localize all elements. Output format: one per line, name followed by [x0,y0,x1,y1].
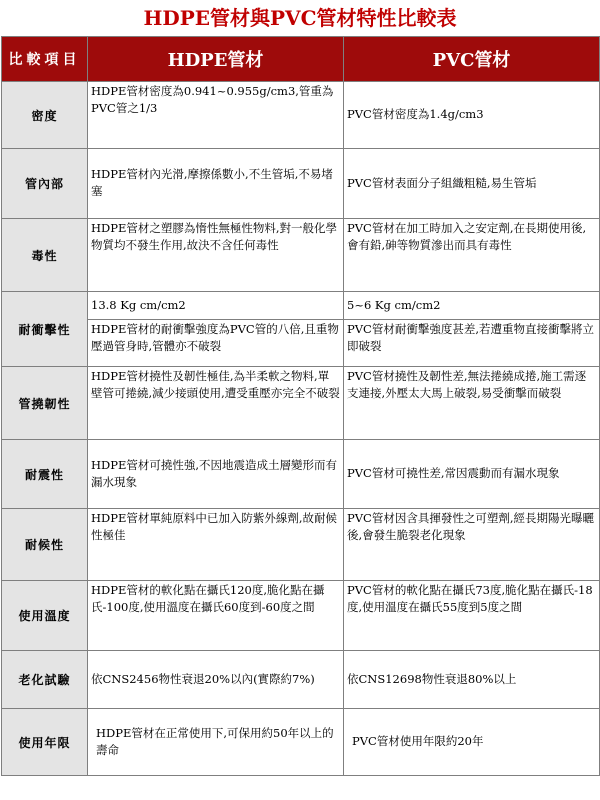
cell-pvc-inner: PVC管材表面分子組織粗糙,易生管垢 [344,149,600,219]
table-row [2,440,600,509]
cell-hdpe-temperature: HDPE管材的軟化點在攝氏120度,脆化點在攝氏-100度,使用溫度在攝氏60度到-60度之間 [88,581,344,651]
cell-pvc-flexibility: PVC管材撓性及韌性差,無法捲繞成捲,施工需逐支連接,外壓太大馬上破裂,易受衝擊而破裂 [344,367,600,440]
cell-pvc-toxicity: PVC管材在加工時加入之安定劑,在長期使用後,會有鉛,砷等物質滲出而具有毒性 [344,219,600,292]
cell-pvc-density: PVC管材密度為1.4g/cm3 [344,82,600,149]
row-label-inner: 管內部 [2,149,88,219]
table-header-row [2,37,600,82]
cell-hdpe-flexibility: HDPE管材撓性及韌性極佳,為半柔軟之物料,單壁管可捲繞,減少接頭使用,遭受重壓亦完全不破裂 [88,367,344,440]
cell-hdpe-inner: HDPE管材內光滑,摩擦係數小,不生管垢,不易堵塞 [88,149,344,219]
cell-hdpe-density: HDPE管材密度為0.941~0.955g/cm3,管重為PVC管之1/3 [88,82,344,149]
cell-hdpe-aging: 依CNS2456物性衰退20%以內(實際約7%) [88,651,344,709]
row-label-temperature: 使用溫度 [2,581,88,651]
table-row [2,149,600,219]
cell-pvc-weather: PVC管材因含具揮發性之可塑劑,經長期陽光曝曬後,會發生脆裂老化現象 [344,509,600,581]
cell-hdpe-lifespan: HDPE管材在正常使用下,可保用約50年以上的壽命 [88,709,344,776]
table-row [2,292,600,320]
cell-hdpe-quake: HDPE管材可撓性強,不因地震造成土層變形而有漏水現象 [88,440,344,509]
table-row [2,509,600,581]
header-pvc: PVC管材 [344,37,600,82]
row-label-density: 密度 [2,82,88,149]
table-row [2,651,600,709]
page-title: HDPE管材與PVC管材特性比較表 [143,6,457,30]
cell-pvc-quake: PVC管材可撓性差,常因震動而有漏水現象 [344,440,600,509]
cell-pvc-impact-value: 5~6 Kg cm/cm2 [344,292,600,320]
table-row [2,82,600,149]
table-row [2,219,600,292]
header-category: 比較項目 [2,37,88,82]
cell-hdpe-toxicity: HDPE管材之塑膠為惰性無極性物料,對一般化學物質均不發生作用,故決不含任何毒性 [88,219,344,292]
row-label-quake: 耐震性 [2,440,88,509]
cell-pvc-aging: 依CNS12698物性衰退80%以上 [344,651,600,709]
cell-hdpe-weather: HDPE管材單純原料中已加入防紫外線劑,故耐候性極佳 [88,509,344,581]
cell-pvc-lifespan: PVC管材使用年限約20年 [344,709,600,776]
row-label-impact: 耐衝擊性 [2,292,88,367]
table-row [2,581,600,651]
comparison-table [1,36,600,776]
row-label-toxicity: 毒性 [2,219,88,292]
cell-pvc-impact: PVC管材耐衝擊強度甚差,若遭重物直接衝擊將立即破裂 [344,320,600,367]
row-label-flexibility: 管撓韌性 [2,367,88,440]
row-label-weather: 耐候性 [2,509,88,581]
cell-pvc-temperature: PVC管材的軟化點在攝氏73度,脆化點在攝氏-18度,使用溫度在攝氏55度到5度之間 [344,581,600,651]
table-row [2,367,600,440]
cell-hdpe-impact-value: 13.8 Kg cm/cm2 [88,292,344,320]
row-label-lifespan: 使用年限 [2,709,88,776]
cell-hdpe-impact: HDPE管材的耐衝擊強度為PVC管的八倍,且重物壓過管身時,管體亦不破裂 [88,320,344,367]
table-row [2,709,600,776]
row-label-aging: 老化試驗 [2,651,88,709]
table-row [2,320,600,367]
header-hdpe: HDPE管材 [88,37,344,82]
